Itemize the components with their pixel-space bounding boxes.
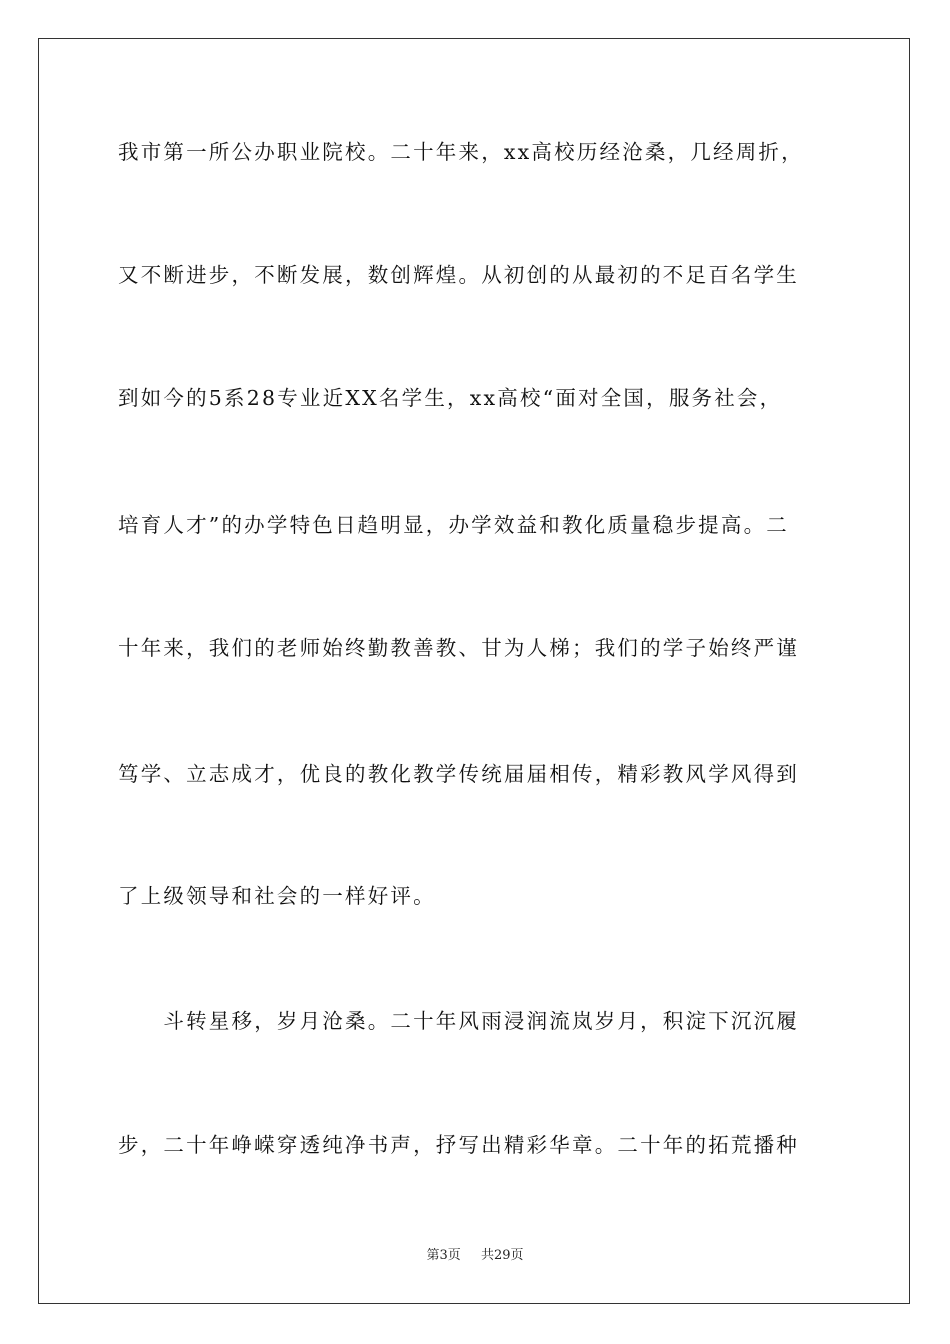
total-pages: 共29页: [480, 1248, 524, 1263]
body-text-line-4: 培育人才”的办学特色日趋明显，办学效益和教化质量稳步提高。二: [118, 513, 789, 537]
body-text-line-6: 笃学、立志成才，优良的教化教学传统届届相传，精彩教风学风得到: [118, 762, 799, 786]
body-text-line-5: 十年来，我们的老师始终勤教善教、甘为人梯；我们的学子始终严谨: [118, 636, 799, 660]
page-footer: [0, 1246, 950, 1266]
body-text-line-1: 我市第一所公办职业院校。二十年来，xx高校历经沧桑，几经周折，: [118, 140, 804, 164]
page-border: [38, 38, 910, 1304]
body-text-line-2: 又不断进步，不断发展，数创辉煌。从初创的从最初的不足百名学生: [118, 263, 799, 287]
body-text-line-8: 斗转星移，岁月沧桑。二十年风雨浸润流岚岁月，积淀下沉沉履: [118, 1009, 799, 1033]
body-text-line-7: 了上级领导和社会的一样好评。: [118, 884, 436, 908]
page-number: 第3页: [426, 1248, 461, 1263]
body-text-line-9: 步，二十年峥嵘穿透纯净书声，抒写出精彩华章。二十年的拓荒播种: [118, 1133, 799, 1157]
body-text-line-3: 到如今的5系28专业近XX名学生，xx高校“面对全国，服务社会，: [118, 386, 783, 410]
